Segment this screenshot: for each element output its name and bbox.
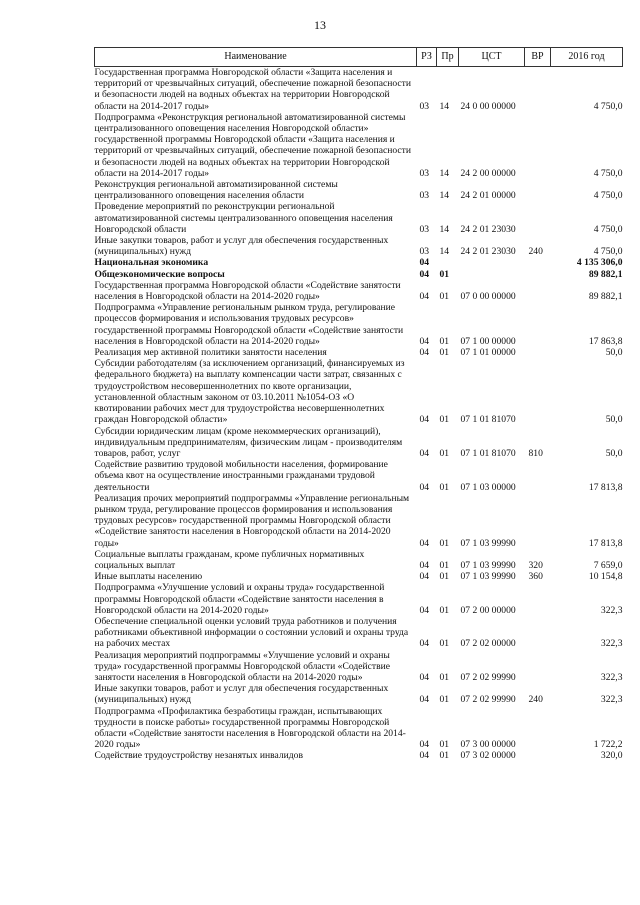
cell-sum: 4 750,0 <box>593 167 623 179</box>
header-cst: ЦСТ <box>459 48 525 67</box>
table-row <box>95 683 623 705</box>
table-row <box>95 347 623 358</box>
cell-vr: 320 <box>528 559 543 571</box>
cell-sum: 4 135 306,0 <box>576 257 623 269</box>
cell-cst: 07 2 02 99990 <box>460 671 516 683</box>
cell-rz: 04 <box>419 638 430 650</box>
cell-rz: 04 <box>419 257 430 269</box>
cell-pr: 01 <box>439 347 450 359</box>
page-number: 13 <box>314 18 326 32</box>
cell-sum: 89 882,1 <box>588 291 623 303</box>
cell-name: Иные закупки товаров, работ и услуг для обеспечения государственных (муниципальных) нужд <box>94 683 389 706</box>
cell-vr <box>525 650 551 684</box>
cell-vr <box>525 459 551 493</box>
cell-pr: 01 <box>439 447 450 459</box>
cell-rz: 03 <box>419 167 430 179</box>
cell-rz: 04 <box>419 481 430 493</box>
cell-name: Национальная экономика <box>94 257 209 269</box>
cell-rz: 04 <box>419 414 430 426</box>
table-row <box>95 179 623 201</box>
cell-pr: 01 <box>439 537 450 549</box>
cell-rz: 03 <box>419 246 430 258</box>
cell-cst: 07 2 02 99990 <box>460 694 516 706</box>
cell-pr: 01 <box>439 604 450 616</box>
cell-cst <box>459 257 525 268</box>
cell-rz: 04 <box>419 347 430 359</box>
cell-cst: 07 1 01 81070 <box>460 447 516 459</box>
cell-cst: 07 1 03 99990 <box>460 571 516 583</box>
cell-rz: 03 <box>419 190 430 202</box>
cell-pr: 01 <box>439 671 450 683</box>
cell-name: Реализация мероприятий подпрограммы «Улучшение условий и охраны труда» государственной программы Новгородской области «Содействие занятости населения в Новгородской области на 2014-2020 годы» <box>94 649 391 683</box>
cell-cst: 07 0 00 00000 <box>460 291 516 303</box>
cell-sum: 322,3 <box>600 604 623 616</box>
cell-rz: 04 <box>419 671 430 683</box>
cell-sum: 50,0 <box>605 347 623 359</box>
cell-name: Общеэкономические вопросы <box>94 268 225 280</box>
cell-pr: 01 <box>439 291 450 303</box>
table-row <box>95 426 623 460</box>
cell-cst: 07 1 01 81070 <box>460 414 516 426</box>
cell-sum: 1 722,2 <box>593 739 623 751</box>
header-sum: 2016 год <box>551 48 623 67</box>
header-rz: РЗ <box>417 48 437 67</box>
cell-rz: 04 <box>419 335 430 347</box>
cell-sum: 320,0 <box>600 750 623 762</box>
header-pr: Пр <box>437 48 459 67</box>
cell-sum: 322,3 <box>600 694 623 706</box>
cell-cst: 07 1 03 99990 <box>460 559 516 571</box>
cell-rz: 04 <box>419 268 430 280</box>
cell-vr <box>525 750 551 761</box>
cell-sum: 17 813,8 <box>588 481 623 493</box>
cell-sum: 322,3 <box>600 638 623 650</box>
table-row <box>95 235 623 257</box>
cell-cst: 07 2 02 00000 <box>460 638 516 650</box>
cell-name: Государственная программа Новгородской области «Содействие занятости населения в Новгородской области на 2014-2020 годы» <box>94 279 401 303</box>
cell-name: Социальные выплаты гражданам, кроме публичных нормативных социальных выплат <box>94 548 365 571</box>
table-row <box>95 280 623 302</box>
cell-pr: 01 <box>439 481 450 493</box>
table-row <box>95 549 623 571</box>
cell-vr <box>525 112 551 179</box>
cell-pr: 01 <box>439 739 450 751</box>
table-row <box>95 750 623 761</box>
cell-sum: 4 750,0 <box>593 190 623 202</box>
cell-name: Реализация прочих мероприятий подпрограммы «Управление региональным рынком труда, регулирование процессов формирования и использования трудовых ресурсов» государственной программы Новгородской области «Содействие занятости населения в Новгородской области на 2014-2020 годы» <box>94 492 410 549</box>
cell-vr <box>525 257 551 268</box>
cell-rz: 03 <box>419 223 430 235</box>
cell-vr <box>525 582 551 616</box>
cell-vr <box>525 280 551 302</box>
table-body <box>95 67 623 762</box>
cell-rz: 04 <box>419 739 430 751</box>
table-row <box>95 201 623 235</box>
cell-name: Государственная программа Новгородской области «Защита населения и территорий от чрезвычайных ситуаций, обеспечение пожарной безопасности и безопасности людей на водных объектах на территории Новгородской области на 2014-2017 годы» <box>94 67 411 112</box>
cell-vr <box>525 201 551 235</box>
cell-sum: 10 154,8 <box>588 571 623 583</box>
cell-cst: 24 2 00 00000 <box>460 167 516 179</box>
cell-name: Подпрограмма «Управление региональным рынком труда, регулирование процессов формирования и использования трудовых ресурсов» государственной программы Новгородской области «Содействие занятости населения в Новгородской области на 2014-2020 годы» <box>94 302 404 347</box>
cell-sum: 89 882,1 <box>588 268 623 280</box>
cell-pr: 14 <box>439 167 450 179</box>
budget-table <box>94 47 623 762</box>
cell-vr <box>525 302 551 347</box>
table-row <box>95 459 623 493</box>
cell-sum: 4 750,0 <box>593 223 623 235</box>
table-row <box>95 358 623 425</box>
cell-rz: 03 <box>419 100 430 112</box>
cell-rz: 04 <box>419 291 430 303</box>
cell-cst: 07 1 03 99990 <box>460 537 516 549</box>
table-row <box>95 571 623 582</box>
table-row <box>95 650 623 684</box>
cell-name: Субсидии юридическим лицам (кроме некоммерческих организаций), индивидуальным предпринимателям, физическим лицам - производителям товаров, работ, услуг <box>94 425 403 459</box>
cell-name: Проведение мероприятий по реконструкции региональной автоматизированной системы централизованного оповещения населения Новгородской области <box>94 201 393 235</box>
table-row <box>95 582 623 616</box>
cell-cst: 07 3 00 00000 <box>460 739 516 751</box>
cell-vr <box>525 493 551 549</box>
cell-cst: 07 2 00 00000 <box>460 604 516 616</box>
cell-vr: 810 <box>528 447 543 459</box>
table-row <box>95 706 623 751</box>
cell-sum: 50,0 <box>605 414 623 426</box>
cell-cst: 07 3 02 00000 <box>460 750 516 762</box>
cell-cst: 07 1 00 00000 <box>460 335 516 347</box>
cell-pr: 14 <box>439 100 450 112</box>
cell-pr: 01 <box>439 694 450 706</box>
cell-name: Иные закупки товаров, работ и услуг для обеспечения государственных (муниципальных) нужд <box>94 235 389 258</box>
table-row <box>95 67 623 112</box>
cell-sum: 17 813,8 <box>588 537 623 549</box>
cell-name: Реализация мер активной политики занятости населения <box>94 347 327 359</box>
cell-cst: 07 1 01 00000 <box>460 347 516 359</box>
table-row <box>95 302 623 347</box>
table-row <box>95 269 623 280</box>
cell-name: Содействие развитию трудовой мобильности населения, формирование объема квот на осуществление иностранными гражданами трудовой деятельности <box>94 459 388 493</box>
cell-vr: 240 <box>528 246 543 258</box>
header-vr: ВР <box>525 48 551 67</box>
cell-rz: 04 <box>419 604 430 616</box>
cell-pr: 01 <box>439 268 450 280</box>
table-row <box>95 257 623 268</box>
cell-name: Содействие трудоустройству незанятых инвалидов <box>94 750 303 762</box>
cell-vr <box>525 347 551 358</box>
cell-rz: 04 <box>419 571 430 583</box>
cell-pr <box>437 257 459 268</box>
cell-rz: 04 <box>419 559 430 571</box>
table-row <box>95 112 623 179</box>
cell-pr: 01 <box>439 335 450 347</box>
cell-sum: 4 750,0 <box>593 100 623 112</box>
cell-sum: 7 659,0 <box>593 559 623 571</box>
cell-vr <box>525 616 551 650</box>
cell-pr: 01 <box>439 414 450 426</box>
cell-cst <box>459 269 525 280</box>
cell-name: Иные выплаты населению <box>94 571 203 583</box>
cell-name: Субсидии работодателям (за исключением организаций, финансируемых из федерального бюджета) на выплату компенсации части затрат, связанных с трудоустройством несовершеннолетних по квоте организации, установленной областным законом от 03.10.2011 №1054-ОЗ «О квотировании рабочих мест для трудоустройства несовершеннолетних граждан Новгородской области» <box>94 358 405 426</box>
cell-cst: 24 0 00 00000 <box>460 100 516 112</box>
header-name: Наименование <box>95 48 417 67</box>
cell-cst: 24 2 01 00000 <box>460 190 516 202</box>
cell-vr <box>525 179 551 201</box>
cell-rz: 04 <box>419 447 430 459</box>
cell-rz: 04 <box>419 694 430 706</box>
table-header-row <box>95 48 623 67</box>
cell-cst: 24 2 01 23030 <box>460 223 516 235</box>
cell-pr: 01 <box>439 750 450 762</box>
cell-rz: 04 <box>419 750 430 762</box>
cell-name: Подпрограмма «Профилактика безработицы граждан, испытывающих трудности в поиске работы» государственной программы Новгородской области «Содействие занятости населения в Новгородской области на 2014-2020 годы» <box>94 705 406 751</box>
cell-sum: 17 863,8 <box>588 335 623 347</box>
cell-pr: 01 <box>439 559 450 571</box>
cell-sum: 4 750,0 <box>593 246 623 258</box>
cell-name: Подпрограмма «Реконструкция региональной автоматизированной системы централизованного оповещения населения Новгородской области» государственной программы Новгородской области «Защита населения и территорий от чрезвычайных ситуаций, обеспечение пожарной безопасности и безопасности людей на водных объектах на территории Новгородской области на 2014-2017 годы» <box>94 111 411 179</box>
cell-pr: 14 <box>439 223 450 235</box>
table-row <box>95 616 623 650</box>
cell-vr <box>525 67 551 112</box>
cell-pr: 14 <box>439 246 450 258</box>
cell-vr <box>525 269 551 280</box>
cell-cst: 07 1 03 00000 <box>460 481 516 493</box>
cell-pr: 01 <box>439 638 450 650</box>
cell-vr <box>525 358 551 425</box>
cell-pr: 14 <box>439 190 450 202</box>
cell-pr: 01 <box>439 571 450 583</box>
cell-vr: 360 <box>528 571 543 583</box>
table-row <box>95 493 623 549</box>
cell-name: Реконструкция региональной автоматизированной системы централизованного оповещения населения области <box>94 179 338 202</box>
cell-sum: 50,0 <box>605 447 623 459</box>
cell-name: Подпрограмма «Улучшение условий и охраны труда» государственной программы Новгородской области «Содействие занятости населения в Новгородской области на 2014-2020 годы» <box>94 582 385 616</box>
cell-rz: 04 <box>419 537 430 549</box>
cell-sum: 322,3 <box>600 671 623 683</box>
cell-vr <box>525 706 551 751</box>
cell-cst: 24 2 01 23030 <box>460 246 516 258</box>
cell-name: Обеспечение специальной оценки условий труда работников и получения работниками объективной информации о состоянии условий и охраны труда на рабочих местах <box>94 615 409 650</box>
cell-vr: 240 <box>528 694 543 706</box>
